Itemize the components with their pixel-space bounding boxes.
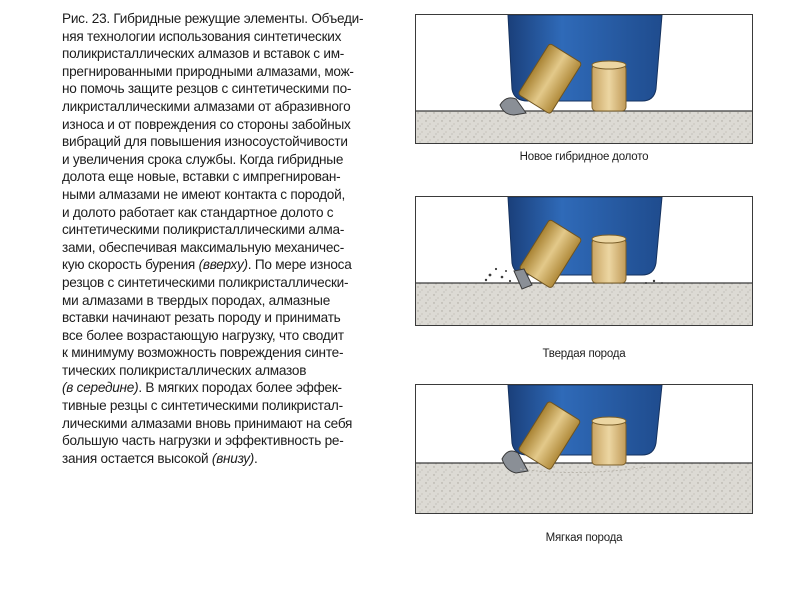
text-line: износа и от повреждения со стороны забойных xyxy=(62,116,351,132)
ref-bottom: (внизу) xyxy=(211,450,255,466)
text-line: резцов с синтетическими поликристаллически- xyxy=(62,274,349,290)
text-line: ликристаллическими алмазами от абразивного xyxy=(62,98,351,114)
text-line: и увеличения срока службы. Когда гибридные xyxy=(62,151,344,167)
impregnated-insert xyxy=(592,65,626,111)
text-line: долота еще новые, вставки с импрегнирован- xyxy=(62,169,341,185)
text-line: ными алмазами не имеют контакта с породой, xyxy=(62,186,345,202)
text-line-with-ref xyxy=(62,379,390,397)
impregnated-insert xyxy=(592,239,626,283)
text-line-with-ref xyxy=(62,450,390,468)
text-line: тивные резцы с синтетическими поликристал- xyxy=(62,398,343,414)
text-line: и долото работает как стандартное долото с xyxy=(62,204,334,220)
text-line: большую часть нагрузки и эффективность ре- xyxy=(62,433,344,449)
new-bit-illustration xyxy=(416,15,752,143)
text-segment: . По мере износа xyxy=(247,257,352,273)
text-line: зами, обеспечивая максимальную механичес- xyxy=(62,239,344,255)
panel-soft-rock xyxy=(415,384,753,514)
hard-rock-illustration xyxy=(416,197,752,325)
ref-middle: (в середине) xyxy=(62,380,139,396)
text-line: поликристаллических алмазов и вставок с им- xyxy=(62,46,345,62)
text-line: тических поликристаллических алмазов xyxy=(62,362,307,378)
text-line-with-ref xyxy=(62,256,390,274)
text-line: лическими алмазами вновь принимают на себя xyxy=(62,415,353,431)
impregnated-insert xyxy=(592,421,626,465)
caption-hard-rock: Твердая порода xyxy=(542,348,626,360)
soft-rock-illustration xyxy=(416,385,752,513)
description-text xyxy=(62,10,390,467)
caption-new-bit: Новое гибридное долото xyxy=(519,151,649,163)
panel-hard-rock xyxy=(415,196,753,326)
rock-formation xyxy=(416,283,752,325)
text-line: вставки начинают резать породу и принимать xyxy=(62,310,341,326)
text-line: вибраций для повышения износоустойчивости xyxy=(62,134,348,150)
text-line: ми алмазами в твердых породах, алмазные xyxy=(62,292,330,308)
ref-top: (вверху) xyxy=(198,257,248,273)
rock-formation xyxy=(416,111,752,143)
text-segment: . В мягких породах более эффек- xyxy=(138,380,342,396)
caption-soft-rock: Мягкая порода xyxy=(545,532,623,544)
text-line: прегнированными природными алмазами, мож- xyxy=(62,63,354,79)
text-segment: . xyxy=(254,450,258,466)
text-line: синтетическими поликристаллическими алма- xyxy=(62,222,345,238)
panel-new-bit xyxy=(415,14,753,144)
text-segment: зания остается высокой xyxy=(62,450,212,466)
text-line: Рис. 23. Гибридные режущие элементы. Объеди- xyxy=(62,11,364,26)
text-line: все более возрастающую нагрузку, что сводит xyxy=(62,327,344,343)
text-line: к минимуму возможность повреждения синте- xyxy=(62,345,344,361)
text-line: няя технологии использования синтетических xyxy=(62,28,342,44)
rock-formation xyxy=(416,463,752,513)
text-segment: кую скорость бурения xyxy=(62,257,199,273)
text-line: но помочь защите резцов с синтетическими по- xyxy=(62,81,352,97)
